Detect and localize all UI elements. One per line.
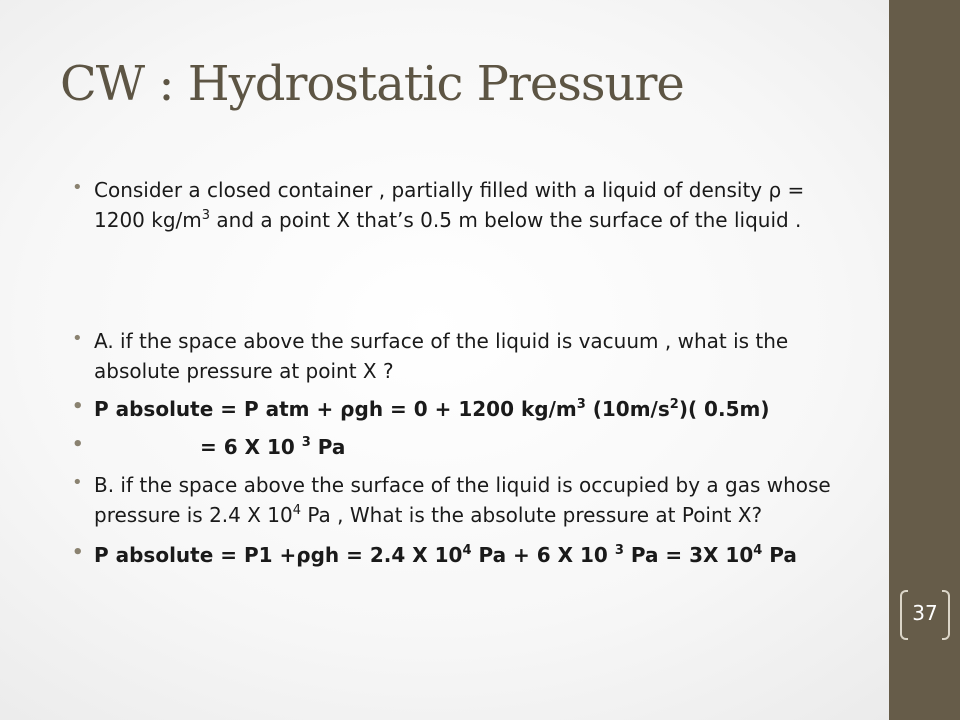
bullet-question-b [72, 470, 852, 530]
superscript: 4 [753, 543, 763, 558]
bullet-answer-b [72, 540, 852, 570]
bracket-left-icon [900, 590, 908, 640]
text: P absolute = P atm + ρgh = 0 + 1200 kg/m [94, 397, 577, 421]
bullet-answer-a-result [72, 432, 852, 462]
text: and a point X that’s 0.5 m below the surface of the liquid . [210, 208, 802, 232]
text: P absolute = P1 +ρgh = 2.4 X 10 [94, 543, 463, 567]
page-number: 37 [912, 601, 938, 625]
text: Consider a closed container , partially filled with a liquid of density ρ = 1200 kg/m [94, 178, 805, 232]
superscript: 4 [292, 503, 302, 518]
text: A. if the space above the surface of the liquid is vacuum , what is the absolute pressure at point X ? [94, 329, 789, 383]
bracket-right-icon [942, 590, 950, 640]
slide-body [72, 175, 852, 570]
superscript: 3 [614, 543, 624, 558]
bullet-dot-icon: • [72, 542, 84, 563]
bullet-problem-statement [72, 175, 852, 283]
bullet-question-a [72, 326, 852, 386]
text: (10m/s [585, 397, 670, 421]
text: )( 0.5m) [678, 397, 770, 421]
bullet-dot-icon: • [72, 396, 84, 417]
text: Pa , What is the absolute pressure at Point X? [301, 503, 763, 527]
text: Pa [310, 435, 346, 459]
superscript: 3 [576, 397, 586, 412]
superscript: 3 [201, 208, 211, 223]
text: Pa = 3X 10 [623, 543, 754, 567]
superscript: 4 [462, 543, 472, 558]
slide-title: CW : Hydrostatic Pressure [60, 56, 684, 112]
superscript: 2 [669, 397, 679, 412]
superscript: 3 [301, 435, 311, 450]
bullet-dot-icon: • [72, 328, 83, 349]
bullet-dot-icon: • [72, 177, 83, 198]
bullet-answer-a-formula [72, 394, 852, 424]
text: = 6 X 10 [200, 435, 302, 459]
text: B. if the space above the surface of the liquid is occupied by a gas whose pressure is 2.4 X 10 [94, 473, 831, 527]
bullet-dot-icon: • [72, 472, 83, 493]
bullet-dot-icon: • [72, 434, 84, 455]
text: Pa + 6 X 10 [471, 543, 615, 567]
page-number-badge [900, 590, 950, 636]
text: Pa [762, 543, 797, 567]
